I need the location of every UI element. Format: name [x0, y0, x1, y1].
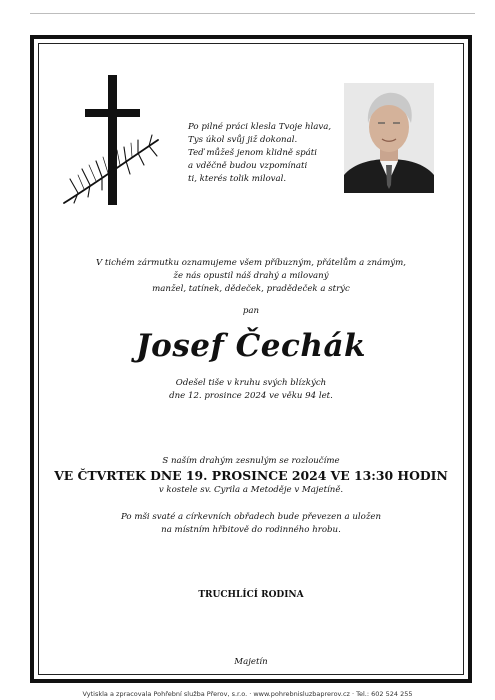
- ceremony-date-time: VE ČTVRTEK DNE 19. PROSINCE 2024 VE 13:30 HODIN: [54, 468, 448, 483]
- burial-text: [38, 511, 464, 537]
- cross-icon: [58, 75, 168, 210]
- announcement-line: že nás opustil náš drahý a milovaný: [173, 271, 329, 281]
- burial-line: Po mši svaté a církevních obřadech bude převezen a uložen: [121, 512, 381, 522]
- deceased-portrait: [344, 83, 434, 193]
- announcement-line: V tichém zármutku oznamujeme všem příbuzným, přátelům a známým,: [95, 258, 407, 268]
- printer-footer: Vytiskla a zpracovala Pohřební služba Přerov, s.r.o. · www.pohrebnisluzbaprerov.cz · Tel.: 602 524 255: [82, 690, 413, 698]
- death-notice-line: Odešel tiše v kruhu svých blízkých: [175, 378, 327, 388]
- memorial-poem: [188, 121, 348, 186]
- family-signature: TRUCHLÍCÍ RODINA: [198, 590, 304, 600]
- poem-line: Po pilné práci klesla Tvoje hlava,: [188, 122, 332, 132]
- death-notice: [38, 377, 464, 402]
- poem-line: Tys úkol svůj již dokonal.: [188, 135, 298, 145]
- poem-line: a vděčně budou vzpomínati: [188, 161, 308, 171]
- burial-line: na místním hřbitově do rodinného hrobu.: [161, 525, 341, 535]
- place-name: Majetín: [234, 657, 268, 667]
- poem-line: Teď můžeš jenom klidně spáti: [188, 148, 317, 158]
- death-notice-line: dne 12. prosince 2024 ve věku 94 let.: [169, 390, 333, 401]
- deceased-name: Josef Čechák: [135, 328, 367, 364]
- ceremony-intro: S naším drahým zesnulým se rozloučíme: [162, 456, 340, 466]
- top-rule: [30, 13, 475, 14]
- announcement-line: manžel, tatínek, dědeček, pradědeček a strýc: [152, 284, 350, 294]
- ceremony-location: v kostele sv. Cyrila a Metoděje v Majetíně.: [158, 485, 344, 495]
- honorific: pan: [242, 306, 260, 316]
- poem-line: ti, kterés tolik miloval.: [188, 174, 287, 184]
- announcement-text: [38, 257, 464, 296]
